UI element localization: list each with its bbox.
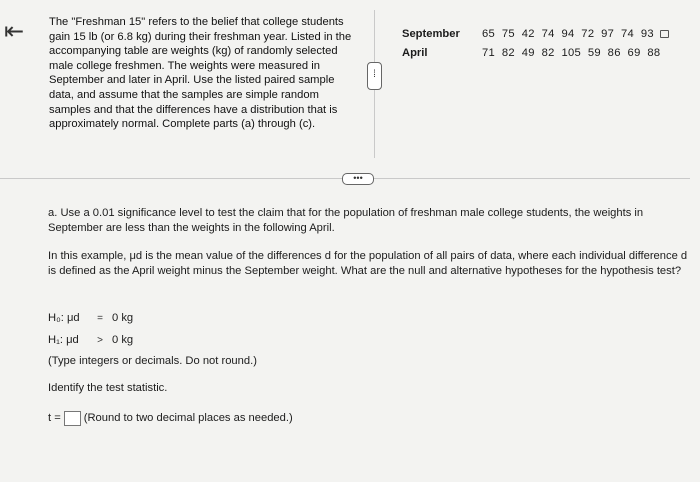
round-note: (Round to two decimal places as needed.) xyxy=(83,412,293,424)
row-label-september: September xyxy=(402,27,460,40)
t-answer-input[interactable] xyxy=(64,411,81,426)
h0-label: H₀: μd xyxy=(48,312,80,324)
part-a-question: a. Use a 0.01 significance level to test the claim that for the population of freshman male college students, the weights in September are less than the weights in the following April. xyxy=(48,207,644,234)
test-statistic-row xyxy=(48,409,293,427)
part-a-explanation: In this example, μd is the mean value of the differences d for the population of all pairs of data, where each individual difference d is defined as the April weight minus the September weight. What are the null and alternative hypotheses for the hypothesis test? xyxy=(48,250,688,277)
row-values-april: 71 82 49 82 105 59 86 69 88 xyxy=(482,46,661,59)
problem-intro: The "Freshman 15" refers to the belief that college students gain 15 lb (or 6.8 kg) during their freshman year. Listed in the accompanying table are weights (kg) of randomly selected male college freshmen. The weights were measured in September and later in April. Use the listed paired sample data, and assume that the samples are simple random samples and that the differences have a distribution that is approximately normal. Complete parts (a) through (c). xyxy=(49,16,352,131)
alternative-hypothesis xyxy=(48,331,133,349)
data-table xyxy=(402,24,669,62)
table-row xyxy=(402,24,669,43)
identify-prompt: Identify the test statistic. xyxy=(48,382,168,394)
copy-data-icon[interactable] xyxy=(660,30,669,38)
horizontal-resize-handle[interactable]: ••• xyxy=(342,173,374,185)
h1-value[interactable]: 0 kg xyxy=(112,334,134,346)
row-values-september: 65 75 42 74 94 72 97 74 93 xyxy=(482,27,654,40)
back-arrow-icon[interactable]: ⇤ xyxy=(4,18,25,45)
type-note: (Type integers or decimals. Do not round.) xyxy=(48,355,257,367)
table-row xyxy=(402,43,669,62)
h1-label: H₁: μd xyxy=(48,334,79,346)
t-label: t = xyxy=(48,412,61,424)
row-label-april: April xyxy=(402,46,428,59)
h0-operator-select[interactable]: = xyxy=(97,312,103,324)
vertical-resize-handle[interactable]: ⁞ xyxy=(367,62,382,90)
h0-value[interactable]: 0 kg xyxy=(112,312,134,324)
null-hypothesis xyxy=(48,309,133,327)
h1-operator-select[interactable]: > xyxy=(97,334,103,346)
